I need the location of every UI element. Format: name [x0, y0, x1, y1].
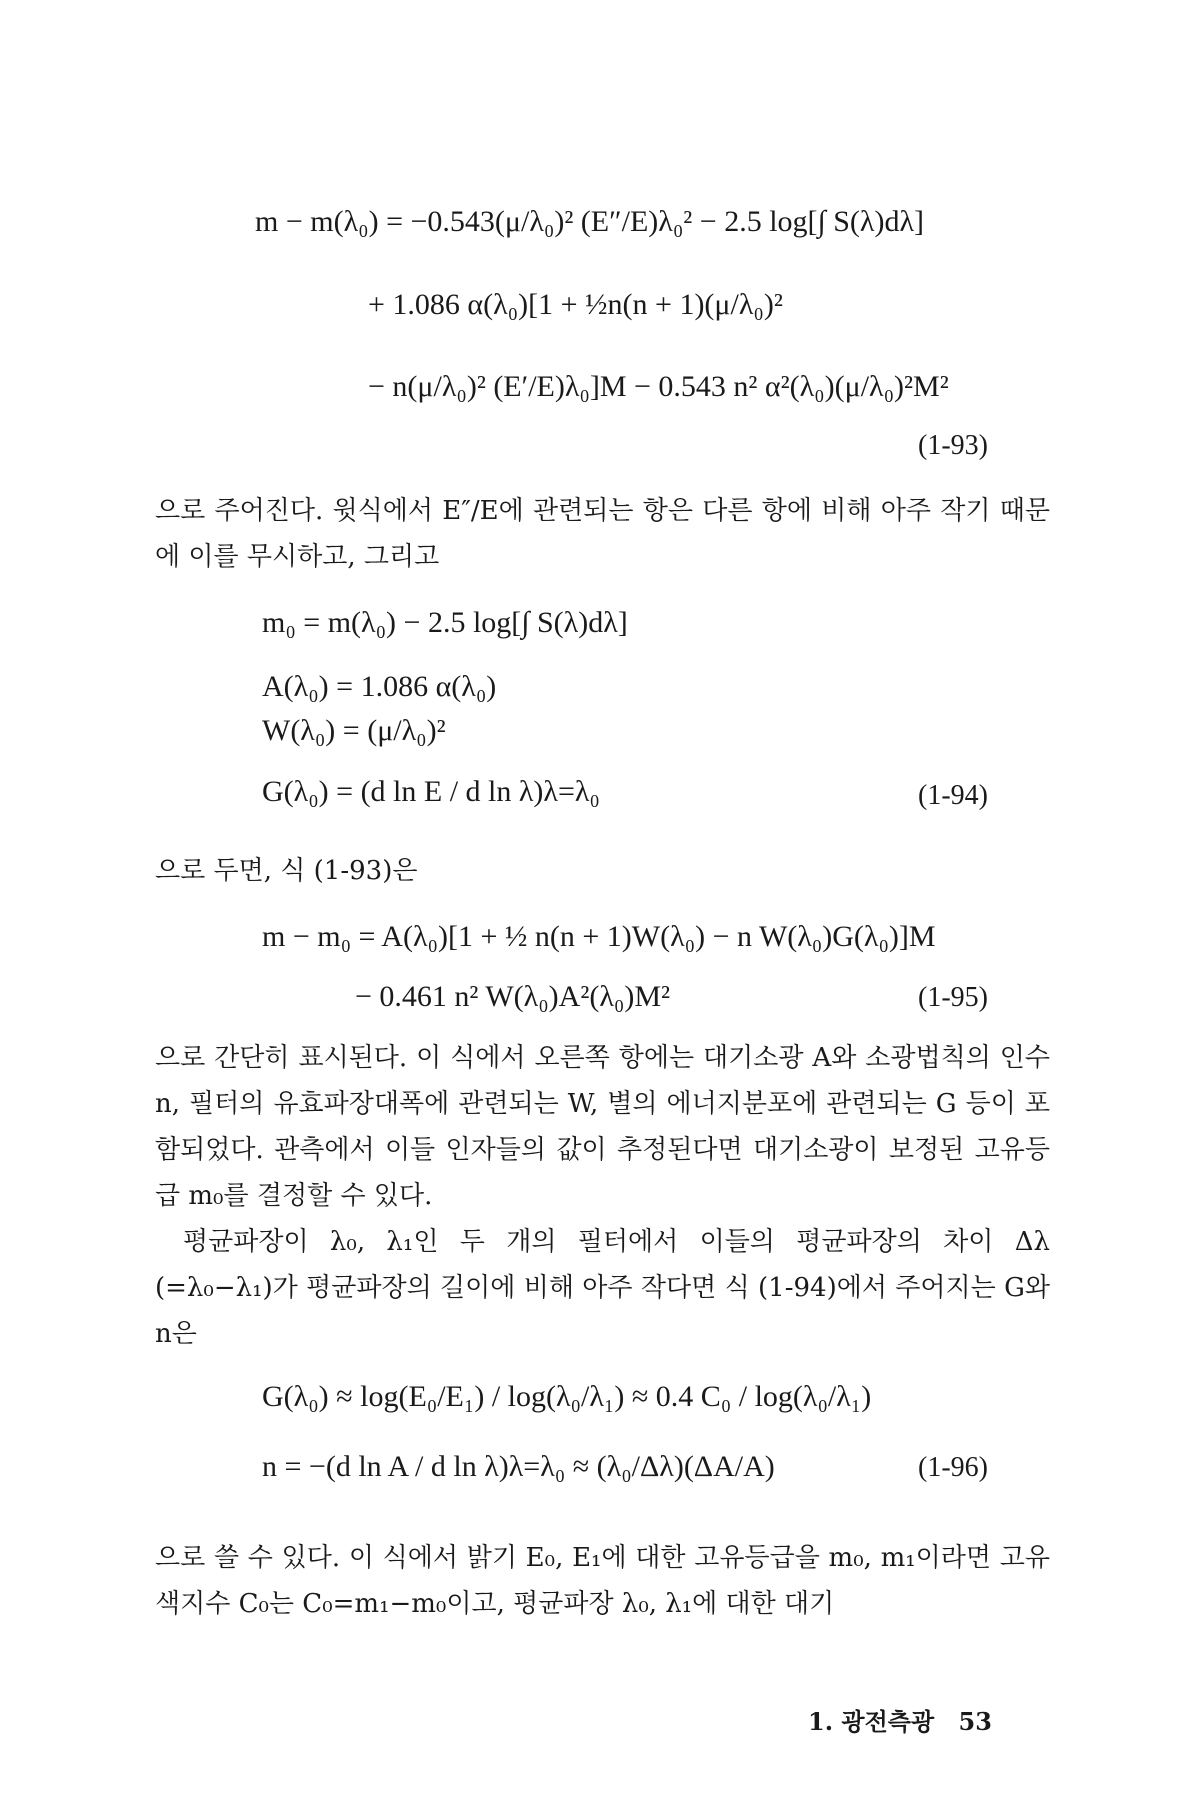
equation-1-96-line-1: G(λ₀) ≈ log(E₀/E₁) / log(λ₀/λ₁) ≈ 0.4 C₀ / log(λ₀/λ₁) — [262, 1380, 872, 1413]
paragraph-2-text: 으로 두면, 식 (1-93)은 — [155, 856, 418, 886]
paragraph-5 — [155, 1535, 1050, 1627]
section-title: 1. 광전측광 — [808, 1707, 935, 1736]
equation-1-93-line-1: m − m(λ₀) = −0.543(μ/λ₀)² (E″/E)λ₀² − 2.5 log[∫ S(λ)dλ] — [255, 205, 924, 238]
paragraph-1 — [155, 488, 1050, 580]
equation-1-94-line-4: G(λ₀) = (d ln E / d ln λ)λ=λ₀ — [262, 775, 600, 808]
page-footer — [808, 1702, 1008, 1737]
equation-1-93-line-3: − n(μ/λ₀)² (E′/E)λ₀]M − 0.543 n² α²(λ₀)(μ/λ₀)²M² — [368, 370, 949, 403]
equation-number-1-94: (1-94) — [918, 780, 988, 811]
equation-1-95-line-1: m − m₀ = A(λ₀)[1 + ½ n(n + 1)W(λ₀) − n W(λ₀)G(λ₀)]M — [262, 920, 936, 953]
equation-number-1-96: (1-96) — [918, 1452, 988, 1483]
equation-1-94-line-2: A(λ₀) = 1.086 α(λ₀) — [262, 670, 497, 703]
paragraph-2 — [155, 848, 1050, 894]
paragraph-3-text: 으로 간단히 표시된다. 이 식에서 오른쪽 항에는 대기소광 A와 소광법칙의 인수 n, 필터의 유효파장대폭에 관련되는 W, 별의 에너지분포에 관련되는 G 등이 포함되었다. 관측에서 이들 인자들의 값이 추정된다면 대기소광이 보정된 고유등급 m₀를 결정할 수 있다. — [155, 1043, 1050, 1211]
equation-1-93-line-2: + 1.086 α(λ₀)[1 + ½n(n + 1)(μ/λ₀)² — [368, 288, 783, 321]
paragraph-5-text: 으로 쓸 수 있다. 이 식에서 밝기 E₀, E₁에 대한 고유등급을 m₀, m₁이라면 고유색지수 C₀는 C₀=m₁−m₀이고, 평균파장 λ₀, λ₁에 대한 대기 — [155, 1543, 1050, 1619]
page-number: 53 — [958, 1707, 992, 1736]
paragraph-3 — [155, 1035, 1050, 1357]
paragraph-1-text: 으로 주어진다. 윗식에서 E″/E에 관련되는 항은 다른 항에 비해 아주 작기 때문에 이를 무시하고, 그리고 — [155, 496, 1050, 572]
paragraph-4-text: 평균파장이 λ₀, λ₁인 두 개의 필터에서 이들의 평균파장의 차이 Δλ (=λ₀−λ₁)가 평균파장의 길이에 비해 아주 작다면 식 (1-94)에서 주어지는 G와 n은 — [155, 1227, 1050, 1349]
equation-1-95-line-2: − 0.461 n² W(λ₀)A²(λ₀)M² — [355, 980, 670, 1013]
equation-number-1-93: (1-93) — [918, 430, 988, 461]
equation-1-94-line-3: W(λ₀) = (μ/λ₀)² — [262, 714, 446, 747]
equation-number-1-95: (1-95) — [918, 982, 988, 1013]
equation-1-96-line-2: n = −(d ln A / d ln λ)λ=λ₀ ≈ (λ₀/Δλ)(ΔA/A) — [262, 1450, 775, 1483]
equation-1-94-line-1: m₀ = m(λ₀) − 2.5 log[∫ S(λ)dλ] — [262, 606, 628, 639]
